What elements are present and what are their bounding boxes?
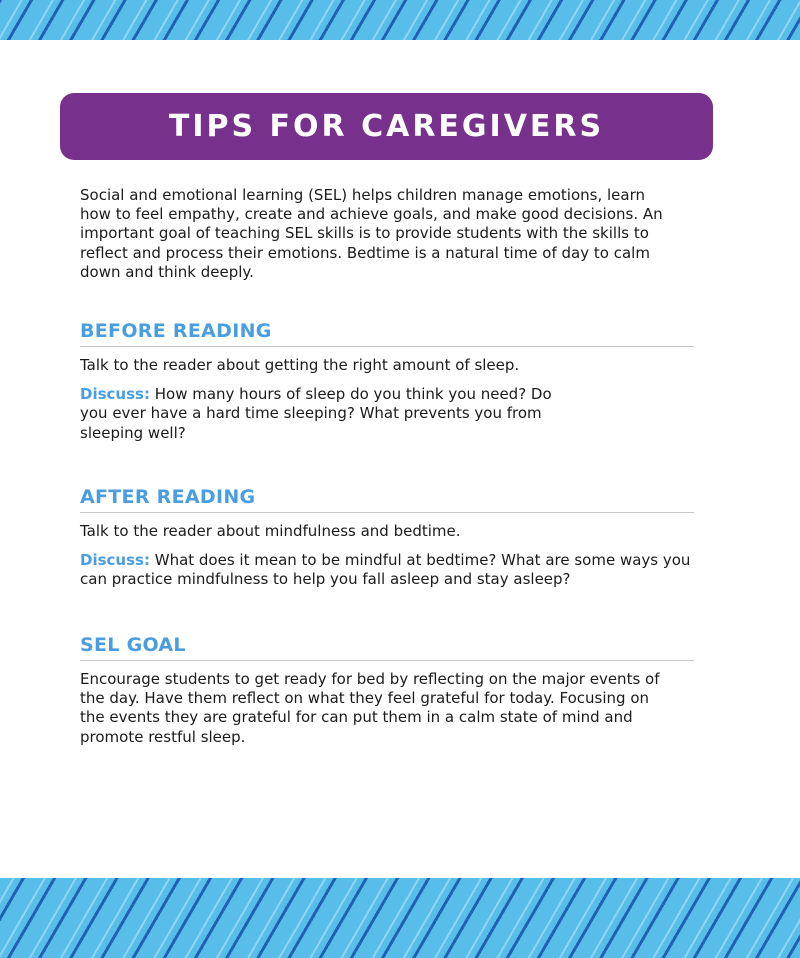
decorative-stripe-band-bottom (0, 878, 800, 958)
discuss-text: How many hours of sleep do you think you need? Do you ever have a hard time sleeping? What prevents you from sleeping well? (80, 385, 552, 442)
section-sel-goal (80, 634, 694, 747)
section-text: Talk to the reader about mindfulness and bedtime. (80, 522, 461, 540)
discuss-label: Discuss: (80, 385, 150, 404)
section-after-reading (80, 486, 694, 590)
title-banner (60, 93, 713, 160)
section-text: Talk to the reader about getting the right amount of sleep. (80, 356, 520, 374)
discuss-paragraph (80, 385, 570, 443)
section-heading: AFTER READING (80, 486, 694, 513)
section-before-reading (80, 320, 694, 443)
page-title: TIPS FOR CAREGIVERS (168, 109, 605, 144)
discuss-paragraph (80, 551, 694, 589)
section-text: Encourage students to get ready for bed by reflecting on the major events of the day. Have them reflect on what they feel grateful for today. Focusing on the events they are grateful for can put them in a calm state of mind and promote restful sleep. (80, 670, 660, 746)
decorative-stripe-band-top (0, 0, 800, 40)
section-heading: BEFORE READING (80, 320, 694, 347)
discuss-label: Discuss: (80, 551, 150, 570)
intro-paragraph: Social and emotional learning (SEL) helps children manage emotions, learn how to feel empathy, create and achieve goals, and make good decisions. An important goal of teaching SEL skills is to provide students with the skills to reflect and process their emotions. Bedtime is a natural time of day to calm down and think deeply. (80, 186, 663, 281)
section-heading: SEL GOAL (80, 634, 694, 661)
discuss-text: What does it mean to be mindful at bedtime? What are some ways you can practice mindfulness to help you fall asleep and stay asleep? (80, 551, 691, 589)
